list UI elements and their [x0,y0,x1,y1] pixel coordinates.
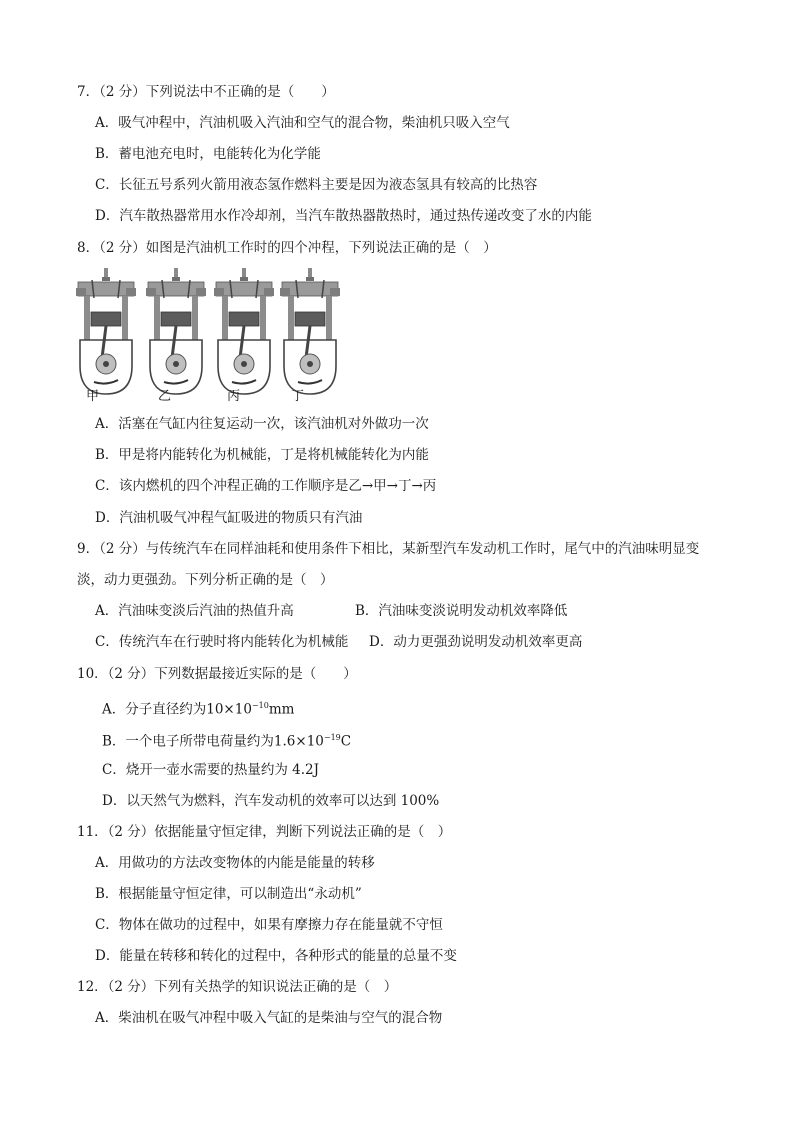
question-8-stem: 8．（2 分）如图是汽油机工作时的四个冲程，下列说法正确的是（ ） [77,240,497,256]
question-7-stem: 7．（2 分）下列说法中不正确的是（ ） [77,84,335,100]
option-a-exponent: −10 [251,701,269,710]
question-7-option-a: A．吸气冲程中，汽油机吸入汽油和空气的混合物，柴油机只吸入空气 [95,115,510,131]
engine-stroke-jia [76,268,136,394]
question-9-option-d: D．动力更强劲说明发动机效率更高 [369,634,583,650]
option-a-unit: mm [268,701,295,718]
option-b-text: B．一个电子所带电荷量约为 [102,733,274,750]
option-a-math: 10×10 [206,701,252,718]
figure-label-jia: 甲 [86,389,100,404]
option-b-unit: C [340,733,352,750]
question-9-option-c: C．传统汽车在行驶时将内能转化为机械能 [95,634,349,650]
question-11-stem: 11．（2 分）依据能量守恒定律，判断下列说法正确的是（ ） [77,824,452,840]
option-b-exponent: −19 [323,733,341,742]
question-7-option-b: B．蓄电池充电时，电能转化为化学能 [95,146,321,162]
engine-stroke-ding [280,268,340,394]
question-10-option-d: D．以天然气为燃料，汽车发动机的效率可以达到 100% [102,793,440,809]
figure-label-yi: 乙 [158,389,172,404]
question-11-option-c: C．物体在做功的过程中，如果有摩擦力存在能量就不守恒 [95,917,443,933]
question-12-option-a: A．柴油机在吸气冲程中吸入气缸的是柴油与空气的混合物 [95,1010,443,1026]
question-8-option-b: B．甲是将内能转化为机械能，丁是将机械能转化为内能 [95,447,429,463]
engine-strokes-figure [72,268,344,400]
question-7-option-d: D．汽车散热器常用水作冷却剂，当汽车散热器散热时，通过热传递改变了水的内能 [95,208,592,224]
question-7-option-c: C．长征五号系列火箭用液态氢作燃料主要是因为液态氢具有较高的比热容 [95,177,538,193]
question-12-stem: 12．（2 分）下列有关热学的知识说法正确的是（ ） [77,979,398,995]
question-11-option-b: B．根据能量守恒定律，可以制造出“永动机” [95,886,362,902]
question-11-option-d: D．能量在转移和转化的过程中，各种形式的能量的总量不变 [95,948,457,964]
question-10-option-c: C．烧开一壶水需要的热量约为 4.2J [102,762,320,778]
engine-stroke-bing [214,268,274,394]
figure-label-bing: 丙 [227,389,241,404]
question-10-option-a [102,696,294,720]
option-a-text: A．分子直径约为 [102,701,207,718]
question-9-option-a: A．汽油味变淡后汽油的热值升高 [95,603,294,619]
question-8-option-d: D．汽油机吸气冲程气缸吸进的物质只有汽油 [95,510,363,526]
question-11-option-a: A．用做功的方法改变物体的内能是能量的转移 [95,855,375,871]
question-9-stem-line1: 9．（2 分）与传统汽车在同样油耗和使用条件下相比，某新型汽车发动机工作时，尾气中的汽油味明显变 [77,541,700,557]
question-8-option-a: A．活塞在气缸内往复运动一次，该汽油机对外做功一次 [95,416,429,432]
question-10-option-b [102,728,351,752]
question-9-stem-line2: 淡，动力更强劲。下列分析正确的是（ ） [77,572,334,588]
question-10-stem: 10．（2 分）下列数据最接近实际的是（ ） [77,666,357,682]
question-9-option-b: B．汽油味变淡说明发动机效率降低 [355,603,568,619]
question-8-option-c: C．该内燃机的四个冲程正确的工作顺序是乙→甲→丁→丙 [95,478,437,494]
option-b-math: 1.6×10 [273,733,324,750]
engine-stroke-yi [146,268,206,394]
figure-label-ding: 丁 [291,389,305,404]
